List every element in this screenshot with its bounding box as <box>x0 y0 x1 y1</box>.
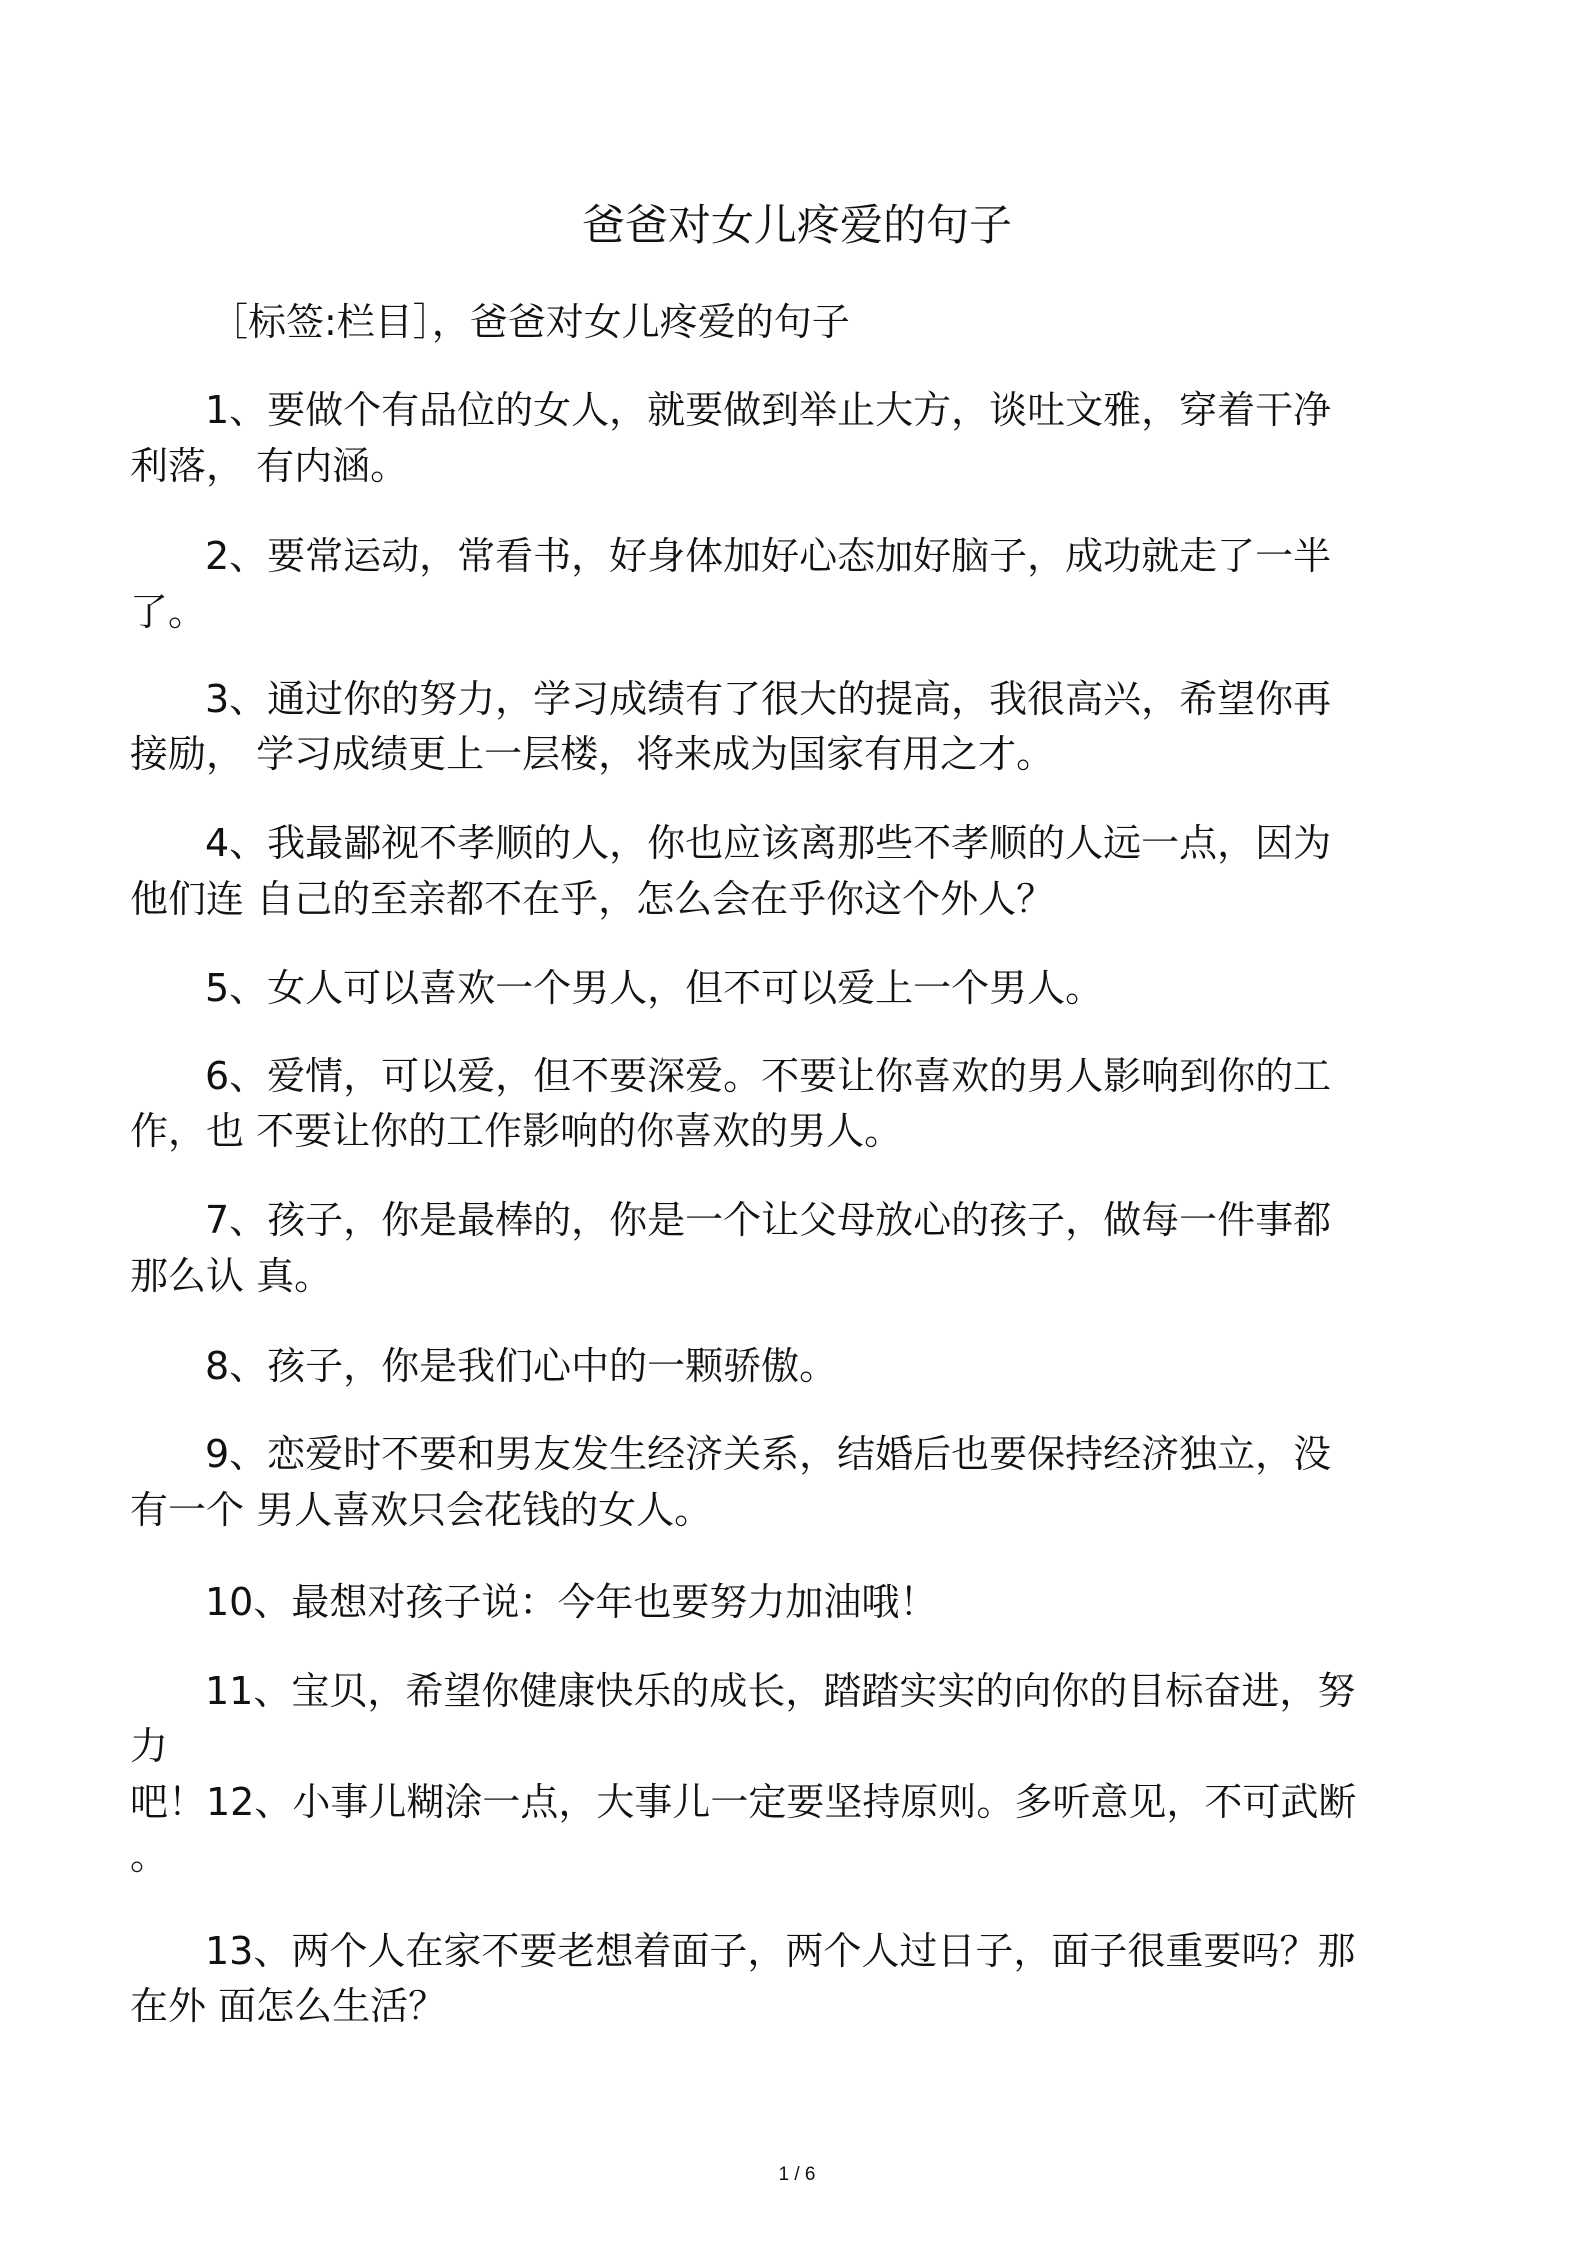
paragraph-line: 10、最想对孩子说：今年也要努力加油哦！ <box>205 1580 938 1624</box>
paragraph-line: 7、孩子，你是最棒的，你是一个让父母放心的孩子，做每一件事都 <box>205 1198 1332 1242</box>
paragraph-line: 3、通过你的努力，学习成绩有了很大的提高，我很高兴，希望你再 <box>205 677 1332 721</box>
paragraph-line: 9、恋爱时不要和男友发生经济关系，结婚后也要保持经济独立，没 <box>205 1432 1332 1476</box>
paragraph-line: 6、爱情，可以爱，但不要深爱。不要让你喜欢的男人影响到你的工 <box>205 1054 1332 1098</box>
paragraph-line: 。 <box>130 1834 169 1878</box>
paragraph-line: 他们连 自己的至亲都不在乎，怎么会在乎你这个外人？ <box>130 877 1055 921</box>
paragraph-line: 有一个 男人喜欢只会花钱的女人。 <box>130 1488 713 1532</box>
paragraph-line: 8、孩子，你是我们心中的一颗骄傲。 <box>205 1344 838 1388</box>
paragraph-line: 4、我最鄙视不孝顺的人，你也应该离那些不孝顺的人远一点，因为 <box>205 821 1332 865</box>
paragraph-line: 在外 面怎么生活？ <box>130 1984 447 2028</box>
paragraph-line: 接励， 学习成绩更上一层楼，将来成为国家有用之才。 <box>130 732 1055 776</box>
paragraph-line: 利落， 有内涵。 <box>130 444 409 488</box>
paragraph-line: 5、女人可以喜欢一个男人，但不可以爱上一个男人。 <box>205 966 1104 1010</box>
paragraph-line: 1、要做个有品位的女人，就要做到举止大方，谈吐文雅，穿着干净 <box>205 388 1332 432</box>
paragraph-line: 2、要常运动，常看书，好身体加好心态加好脑子，成功就走了一半 <box>205 534 1332 578</box>
paragraph-line: 那么认 真。 <box>130 1254 333 1298</box>
paragraph-line: 13、两个人在家不要老想着面子，两个人过日子，面子很重要吗？那 <box>205 1929 1356 1973</box>
tag-line: ［标签:栏目］，爸爸对女儿疼爱的句子 <box>210 300 850 344</box>
paragraph-line: 11、宝贝，希望你健康快乐的成长，踏踏实实的向你的目标奋进，努 <box>205 1669 1356 1713</box>
paragraph-line: 作，也 不要让你的工作影响的你喜欢的男人。 <box>130 1109 903 1153</box>
paragraph-line: 力 <box>130 1724 169 1768</box>
paragraph-line: 吧！12、小事儿糊涂一点，大事儿一定要坚持原则。多听意见，不可武断 <box>130 1780 1357 1824</box>
page-number: 1 / 6 <box>778 2164 816 2185</box>
paragraph-line: 了。 <box>130 590 207 634</box>
page-title: 爸爸对女儿疼爱的句子 <box>582 201 1012 251</box>
